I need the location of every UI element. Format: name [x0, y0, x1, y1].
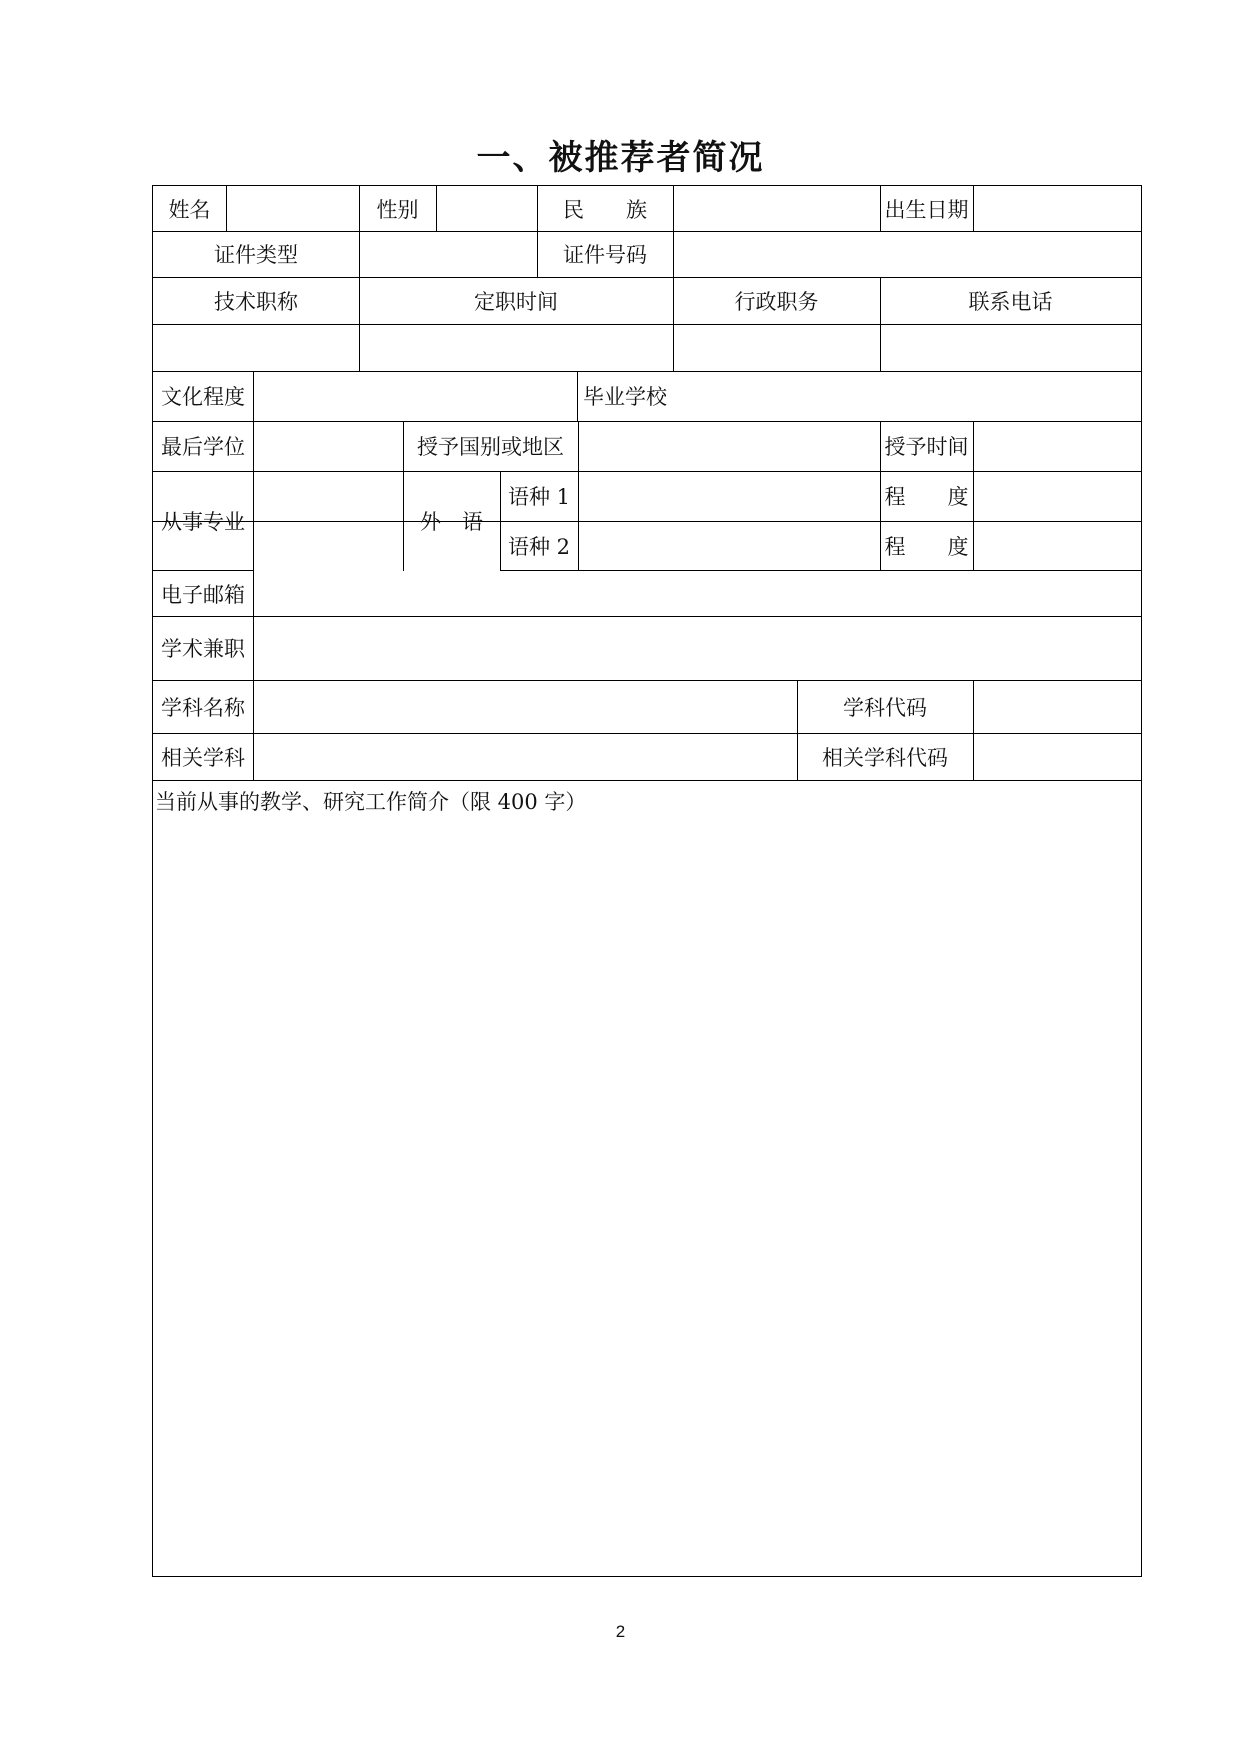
id-number-input[interactable] [674, 231, 1141, 277]
degree-country-label: 授予国别或地区 [417, 435, 564, 459]
title-date-input[interactable] [360, 324, 673, 371]
nominee-info-form [152, 185, 1142, 1577]
academic-posts-input[interactable] [254, 616, 1141, 680]
title-date-label: 定职时间 [474, 289, 558, 314]
language-2-label: 语种 2 [507, 535, 571, 559]
birth-date-input[interactable] [974, 186, 1141, 231]
specialty-input[interactable] [254, 471, 403, 571]
specialty-label: 从事专业 [161, 510, 245, 534]
related-discipline-input[interactable] [254, 733, 797, 780]
last-degree-label: 最后学位 [161, 435, 245, 459]
name-label: 姓名 [168, 197, 211, 222]
birth-date-label: 出生日期 [884, 197, 969, 222]
related-discipline-label: 相关学科 [161, 745, 245, 770]
phone-label: 联系电话 [968, 289, 1053, 314]
id-number-label: 证件号码 [563, 243, 647, 267]
education-label: 文化程度 [161, 385, 245, 409]
level-1-label: 程 度 [884, 485, 969, 509]
email-input[interactable] [254, 571, 1141, 616]
admin-post-label: 行政职务 [734, 289, 819, 314]
name-input[interactable] [227, 186, 359, 231]
language-1-label: 语种 1 [507, 485, 571, 509]
education-input[interactable] [254, 371, 577, 421]
tech-title-input[interactable] [153, 324, 359, 371]
level-2-input[interactable] [974, 521, 1141, 571]
tech-title-label: 技术职称 [214, 289, 298, 314]
language-1-input[interactable] [579, 471, 880, 521]
work-intro-label: 当前从事的教学、研究工作简介（限 400 字） [155, 790, 587, 814]
discipline-code-input[interactable] [974, 680, 1141, 733]
ethnicity-input[interactable] [674, 186, 880, 231]
related-code-input[interactable] [974, 733, 1141, 780]
discipline-code-label: 学科代码 [843, 695, 927, 720]
last-degree-input[interactable] [254, 421, 403, 471]
foreign-language-label: 外 语 [420, 510, 483, 534]
admin-post-input[interactable] [674, 324, 880, 371]
academic-posts-label: 学术兼职 [161, 637, 245, 661]
ethnicity-label: 民 族 [563, 197, 647, 222]
work-intro-textarea[interactable] [153, 816, 1141, 1574]
id-type-label: 证件类型 [214, 243, 298, 267]
degree-date-label: 授予时间 [884, 435, 969, 459]
school-input[interactable] [674, 371, 1141, 421]
language-2-input[interactable] [579, 521, 880, 571]
level-2-label: 程 度 [884, 535, 969, 559]
discipline-name-input[interactable] [254, 680, 797, 733]
page-title: 一、被推荐者简况 [476, 138, 765, 178]
email-label: 电子邮箱 [161, 582, 245, 607]
related-code-label: 相关学科代码 [822, 745, 948, 770]
page-number: 2 [615, 1622, 626, 1641]
level-1-input[interactable] [974, 471, 1141, 521]
gender-label: 性别 [376, 197, 419, 222]
degree-country-input[interactable] [579, 421, 880, 471]
discipline-name-label: 学科名称 [161, 695, 245, 720]
gender-input[interactable] [437, 186, 537, 231]
school-label: 毕业学校 [583, 385, 667, 409]
phone-input[interactable] [881, 324, 1141, 371]
degree-date-input[interactable] [974, 421, 1141, 471]
id-type-input[interactable] [360, 231, 537, 277]
